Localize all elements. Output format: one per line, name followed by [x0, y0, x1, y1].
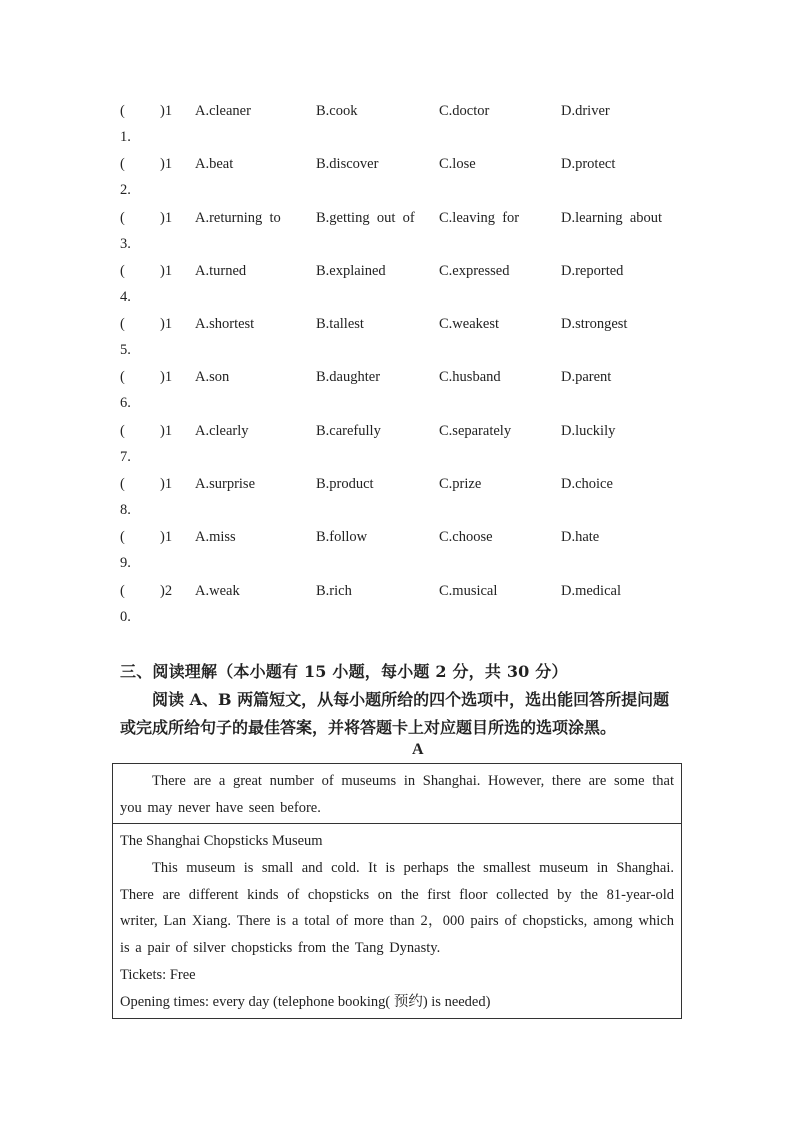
answer-bracket: ( [120, 262, 125, 279]
section-title: 三、阅读理解（本小题有 15 小题，每小题 2 分，共 30 分） [120, 662, 568, 681]
answer-bracket: ( [120, 582, 125, 599]
option-c: C.lose [439, 156, 476, 173]
option-c: C.expressed [439, 262, 510, 279]
option-d: D.medical [561, 582, 621, 599]
question-number: )1 [160, 316, 173, 333]
question-number: )1 [160, 422, 173, 439]
option-c: C.prize [439, 476, 482, 493]
answer-bracket: ( [120, 529, 125, 546]
question-number-cont: 1. [120, 129, 131, 145]
option-b: B.discover [316, 156, 379, 173]
museum-name: The Shanghai Chopsticks Museum [120, 833, 323, 849]
option-a: A.clearly [195, 422, 249, 439]
option-d: D.luckily [561, 422, 616, 439]
museum-opening-times: Opening times: every day (telephone booking( 预约) is needed) [120, 993, 491, 1010]
option-d: D.reported [561, 262, 624, 279]
question-number: )1 [160, 209, 173, 226]
section-instructions: 阅读 A、B 两篇短文，从每小题所给的四个选项中，选出能回答所提问题或完成所给句子的最佳答案，并将答题卡上对应题目所选的选项涂黑。 [120, 690, 670, 737]
option-c: C.weakest [439, 316, 499, 333]
option-c: C.separately [439, 422, 512, 439]
option-d: D.strongest [561, 316, 628, 333]
option-d: D.parent [561, 369, 612, 386]
question-number-cont: 2. [120, 182, 131, 199]
option-a: A.turned [195, 262, 247, 279]
option-d: D.hate [561, 529, 600, 546]
option-b: B.explained [316, 262, 386, 279]
question-number-cont: 3. [120, 235, 131, 252]
option-b: B.getting out of [316, 209, 415, 226]
question-number: )1 [160, 529, 173, 546]
option-a: A.surprise [195, 476, 256, 493]
passage-box [112, 763, 682, 1019]
question-number: )1 [160, 369, 173, 386]
question-number-cont: 5. [120, 342, 131, 359]
answer-bracket: ( [120, 103, 125, 119]
option-b: B.daughter [316, 369, 381, 386]
question-number-cont: 9. [120, 555, 131, 572]
option-c: C.doctor [439, 103, 490, 119]
answer-bracket: ( [120, 209, 125, 226]
answer-bracket: ( [120, 156, 125, 173]
option-b: B.follow [316, 529, 368, 546]
question-number: )1 [160, 156, 173, 173]
passage-intro: There are a great number of museums in Shanghai. However, there are some that you may never have seen before. [120, 773, 674, 816]
passage-letter: A [412, 741, 424, 758]
question-number: )1 [160, 262, 173, 279]
answer-bracket: ( [120, 369, 125, 386]
option-b: B.cook [316, 103, 358, 119]
question-number: )1 [160, 103, 173, 119]
option-a: A.son [195, 369, 230, 386]
option-c: C.leaving for [439, 209, 520, 226]
question-number-cont: 6. [120, 395, 131, 412]
question-number-cont: 7. [120, 448, 131, 465]
option-b: B.rich [316, 582, 352, 599]
option-b: B.carefully [316, 422, 381, 439]
passage-intro-cell [113, 764, 681, 824]
option-a: A.cleaner [195, 103, 251, 119]
option-a: A.weak [195, 582, 240, 599]
question-number-cont: 4. [120, 288, 131, 305]
question-number-cont: 8. [120, 502, 131, 519]
museum-tickets: Tickets: Free [120, 966, 196, 983]
answer-bracket: ( [120, 316, 125, 333]
option-c: C.musical [439, 582, 498, 599]
option-a: A.miss [195, 529, 236, 546]
option-d: D.driver [561, 103, 610, 119]
answer-bracket: ( [120, 422, 125, 439]
option-c: C.choose [439, 529, 493, 546]
option-c: C.husband [439, 369, 501, 386]
option-a: A.shortest [195, 316, 255, 333]
option-d: D.choice [561, 476, 613, 493]
question-number: )1 [160, 476, 173, 493]
option-a: A.returning to [195, 209, 281, 226]
museum-description: This museum is small and cold. It is perhaps the smallest museum in Shanghai. There are different kinds of chopsticks on the first floor collected by the 81-year-old writer, Lan Xiang. There is a total of more than 2，000 pairs of chopsticks, among which is a pair of silver chopsticks from the Tang Dynasty. [120, 859, 674, 957]
question-number: )2 [160, 582, 173, 599]
option-b: B.tallest [316, 316, 364, 333]
option-d: D.protect [561, 156, 616, 173]
museum-info-cell [113, 824, 681, 1018]
answer-bracket: ( [120, 476, 125, 493]
option-d: D.learning about [561, 209, 663, 226]
question-number-cont: 0. [120, 608, 131, 625]
option-b: B.product [316, 476, 374, 493]
option-a: A.beat [195, 156, 234, 173]
